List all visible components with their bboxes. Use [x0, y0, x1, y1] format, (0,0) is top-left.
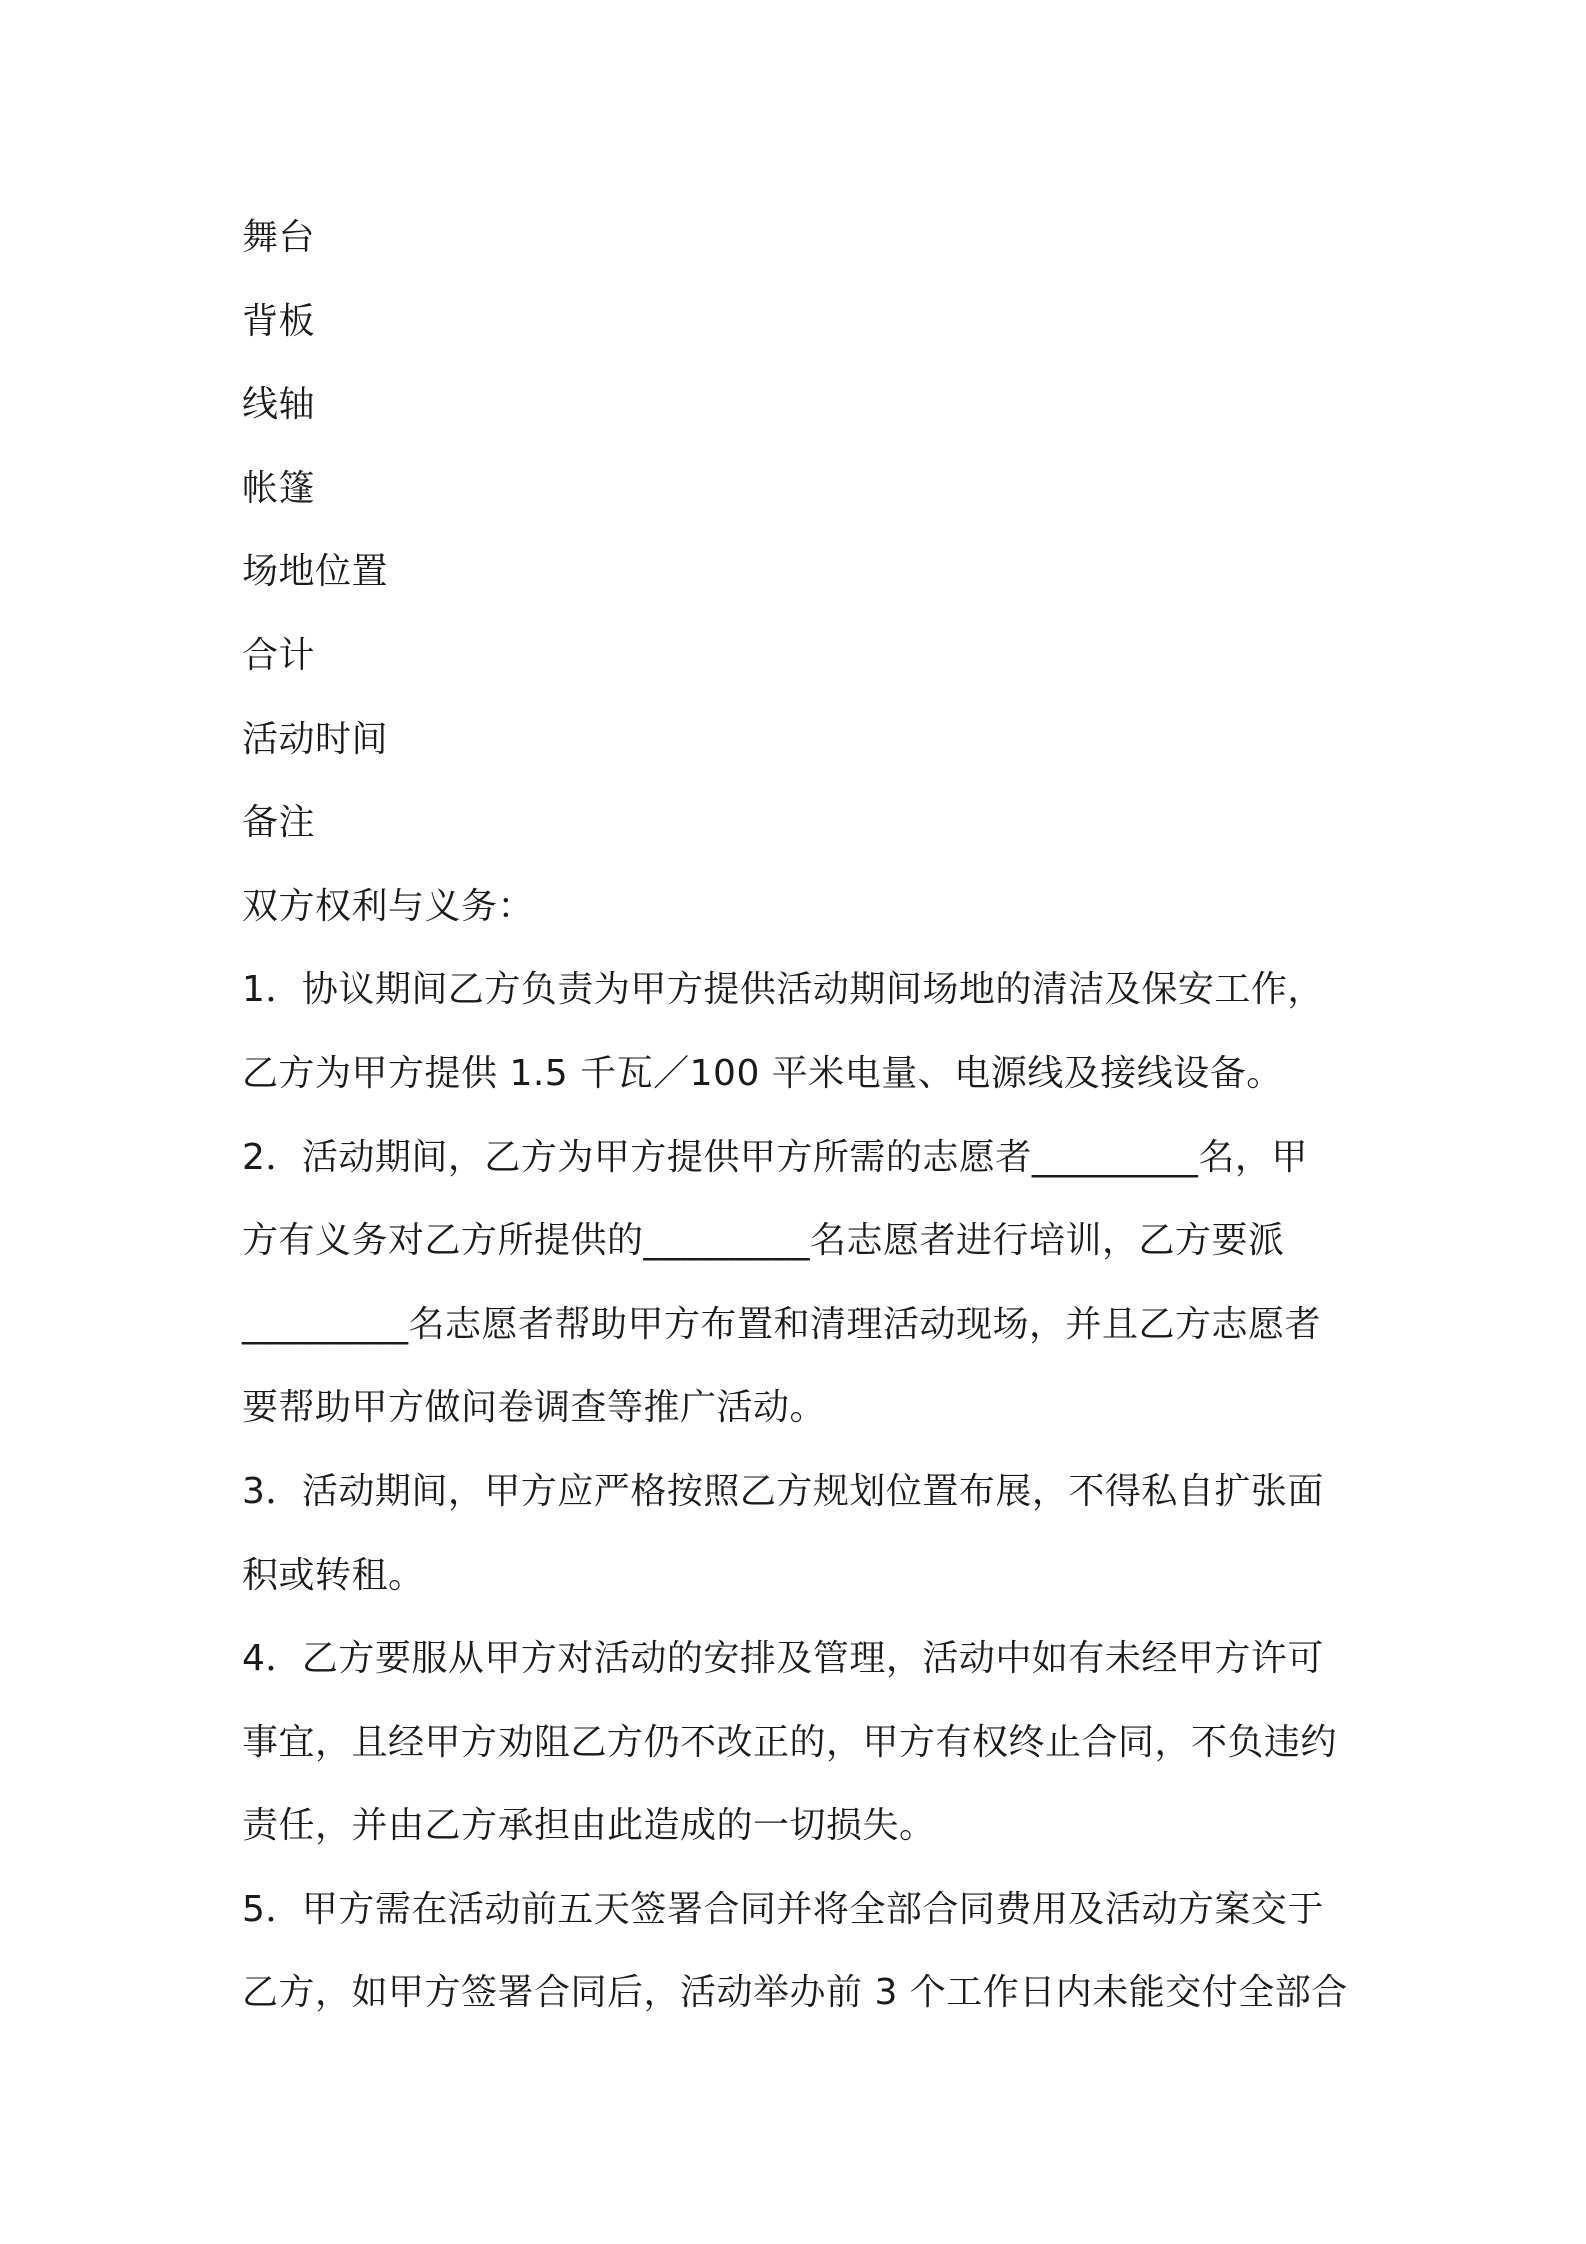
item-venue-location: 场地位置	[242, 551, 389, 593]
clause-line: 乙方为甲方提供 1.5 千瓦／100 平米电量、电源线及接线设备。	[242, 1052, 1283, 1094]
clause-line: 2．活动期间，乙方为甲方提供甲方所需的志愿者_________名，甲	[242, 1136, 1308, 1178]
clause-line: 要帮助甲方做问卷调查等推广活动。	[242, 1387, 827, 1429]
clause-line: _________名志愿者帮助甲方布置和清理活动现场，并且乙方志愿者	[242, 1303, 1322, 1345]
item-activity-time: 活动时间	[242, 718, 389, 760]
item-cable-reel: 线轴	[242, 384, 316, 426]
item-tent: 帐篷	[242, 467, 316, 509]
item-remarks: 备注	[242, 802, 316, 844]
section-heading: 双方权利与义务：	[242, 885, 535, 927]
clause-line: 方有义务对乙方所提供的_________名志愿者进行培训，乙方要派	[242, 1220, 1285, 1262]
clause-line: 责任，并由乙方承担由此造成的一切损失。	[242, 1805, 936, 1847]
clause-line: 4．乙方要服从甲方对活动的安排及管理，活动中如有未经甲方许可	[242, 1638, 1324, 1680]
clause-line: 1．协议期间乙方负责为甲方提供活动期间场地的清洁及保安工作，	[242, 969, 1324, 1011]
item-total: 合计	[242, 634, 316, 676]
item-stage: 舞台	[242, 217, 316, 258]
clause-line: 事宜，且经甲方劝阻乙方仍不改正的，甲方有权终止合同，不负违约	[242, 1721, 1338, 1763]
clause-line: 3．活动期间，甲方应严格按照乙方规划位置布展，不得私自扩张面	[242, 1470, 1324, 1512]
clause-line: 积或转租。	[242, 1554, 425, 1596]
document-body	[242, 196, 1352, 2035]
clause-line: 乙方，如甲方签署合同后，活动举办前 3 个工作日内未能交付全部合	[242, 1972, 1348, 2014]
clause-line: 5．甲方需在活动前五天签署合同并将全部合同费用及活动方案交于	[242, 1888, 1324, 1930]
item-backboard: 背板	[242, 300, 316, 342]
